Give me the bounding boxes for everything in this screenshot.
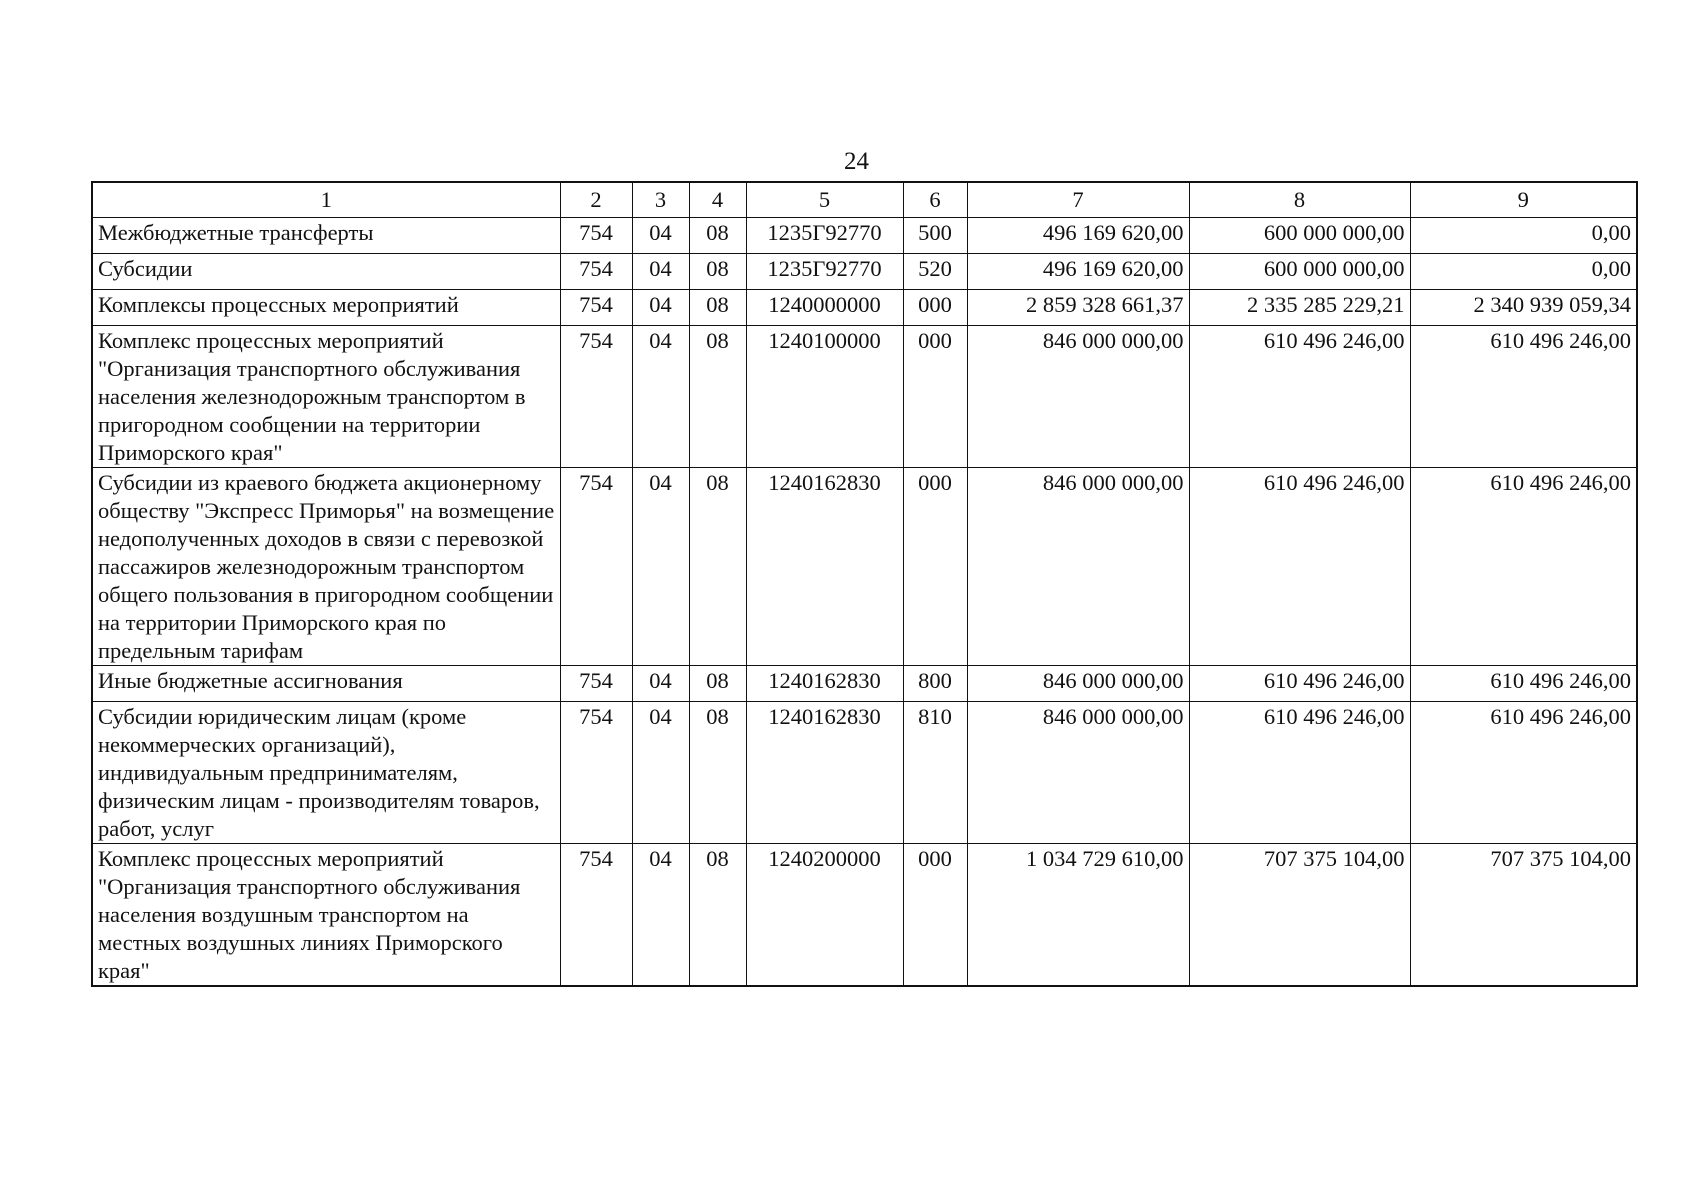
table-row: [92, 218, 1637, 254]
column-header: 6: [903, 182, 967, 218]
amount-col9: 0,00: [1410, 254, 1637, 290]
amount-col7: 2 859 328 661,37: [967, 290, 1189, 326]
target-article-code: 1235Г92770: [746, 254, 903, 290]
column-header: 4: [689, 182, 746, 218]
amount-col7: 846 000 000,00: [967, 702, 1189, 844]
amount-col7: 1 034 729 610,00: [967, 844, 1189, 987]
ministry-code: 754: [560, 326, 632, 468]
amount-col8: 600 000 000,00: [1189, 218, 1410, 254]
section-code: 04: [632, 254, 689, 290]
amount-col9: 610 496 246,00: [1410, 702, 1637, 844]
item-name: Комплекс процессных мероприятий "Организация транспортного обслуживания населения железнодорожным транспортом в пригородном сообщении на территории Приморского края": [92, 326, 560, 468]
column-header: 1: [92, 182, 560, 218]
item-name: Комплекс процессных мероприятий "Организация транспортного обслуживания населения воздушным транспортом на местных воздушных линиях Приморского края": [92, 844, 560, 987]
section-code: 04: [632, 666, 689, 702]
expense-type-code: 000: [903, 468, 967, 666]
amount-col9: 610 496 246,00: [1410, 468, 1637, 666]
target-article-code: 1240162830: [746, 666, 903, 702]
amount-col7: 846 000 000,00: [967, 326, 1189, 468]
item-name: Иные бюджетные ассигнования: [92, 666, 560, 702]
item-name: Субсидии: [92, 254, 560, 290]
budget-table: [91, 181, 1638, 987]
section-code: 04: [632, 468, 689, 666]
subsection-code: 08: [689, 218, 746, 254]
expense-type-code: 520: [903, 254, 967, 290]
expense-type-code: 500: [903, 218, 967, 254]
column-header: 3: [632, 182, 689, 218]
target-article-code: 1235Г92770: [746, 218, 903, 254]
target-article-code: 1240000000: [746, 290, 903, 326]
table-row: [92, 702, 1637, 844]
expense-type-code: 810: [903, 702, 967, 844]
section-code: 04: [632, 290, 689, 326]
ministry-code: 754: [560, 666, 632, 702]
ministry-code: 754: [560, 844, 632, 987]
amount-col8: 600 000 000,00: [1189, 254, 1410, 290]
expense-type-code: 000: [903, 844, 967, 987]
amount-col9: 610 496 246,00: [1410, 666, 1637, 702]
subsection-code: 08: [689, 468, 746, 666]
amount-col8: 707 375 104,00: [1189, 844, 1410, 987]
subsection-code: 08: [689, 702, 746, 844]
table-row: [92, 666, 1637, 702]
target-article-code: 1240162830: [746, 702, 903, 844]
section-code: 04: [632, 326, 689, 468]
item-name: Комплексы процессных мероприятий: [92, 290, 560, 326]
expense-type-code: 000: [903, 326, 967, 468]
amount-col8: 610 496 246,00: [1189, 702, 1410, 844]
column-header: 8: [1189, 182, 1410, 218]
amount-col7: 846 000 000,00: [967, 666, 1189, 702]
expense-type-code: 800: [903, 666, 967, 702]
amount-col7: 846 000 000,00: [967, 468, 1189, 666]
table-row: [92, 254, 1637, 290]
item-name: Субсидии из краевого бюджета акционерному обществу "Экспресс Приморья" на возмещение недополученных доходов в связи с перевозкой пассажиров железнодорожным транспортом общего пользования в пригородном сообщении на территории Приморского края по предельным тарифам: [92, 468, 560, 666]
column-header: 5: [746, 182, 903, 218]
subsection-code: 08: [689, 666, 746, 702]
subsection-code: 08: [689, 254, 746, 290]
header-row: [92, 182, 1637, 218]
subsection-code: 08: [689, 290, 746, 326]
amount-col9: 610 496 246,00: [1410, 326, 1637, 468]
amount-col7: 496 169 620,00: [967, 254, 1189, 290]
target-article-code: 1240162830: [746, 468, 903, 666]
amount-col9: 2 340 939 059,34: [1410, 290, 1637, 326]
amount-col8: 610 496 246,00: [1189, 468, 1410, 666]
amount-col7: 496 169 620,00: [967, 218, 1189, 254]
table-row: [92, 844, 1637, 987]
amount-col8: 2 335 285 229,21: [1189, 290, 1410, 326]
section-code: 04: [632, 702, 689, 844]
amount-col8: 610 496 246,00: [1189, 666, 1410, 702]
item-name: Межбюджетные трансферты: [92, 218, 560, 254]
expense-type-code: 000: [903, 290, 967, 326]
target-article-code: 1240100000: [746, 326, 903, 468]
section-code: 04: [632, 844, 689, 987]
table-row: [92, 468, 1637, 666]
column-header: 7: [967, 182, 1189, 218]
page-number: 24: [844, 148, 869, 175]
ministry-code: 754: [560, 218, 632, 254]
target-article-code: 1240200000: [746, 844, 903, 987]
subsection-code: 08: [689, 326, 746, 468]
column-header: 2: [560, 182, 632, 218]
ministry-code: 754: [560, 254, 632, 290]
ministry-code: 754: [560, 290, 632, 326]
amount-col9: 707 375 104,00: [1410, 844, 1637, 987]
table-row: [92, 326, 1637, 468]
subsection-code: 08: [689, 844, 746, 987]
section-code: 04: [632, 218, 689, 254]
item-name: Субсидии юридическим лицам (кроме некоммерческих организаций), индивидуальным предпринимателям, физическим лицам - производителям товаров, работ, услуг: [92, 702, 560, 844]
amount-col9: 0,00: [1410, 218, 1637, 254]
ministry-code: 754: [560, 468, 632, 666]
table-row: [92, 290, 1637, 326]
amount-col8: 610 496 246,00: [1189, 326, 1410, 468]
ministry-code: 754: [560, 702, 632, 844]
column-header: 9: [1410, 182, 1637, 218]
